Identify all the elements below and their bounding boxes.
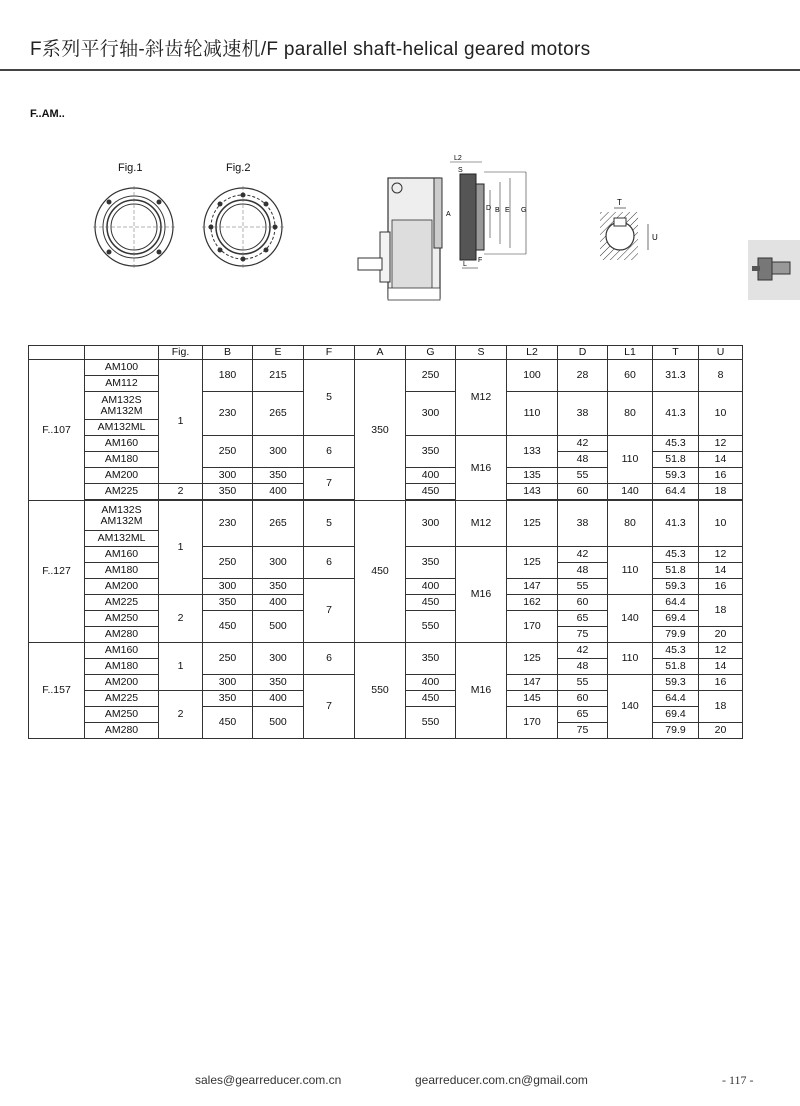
t-cell: 41.3 [653,501,699,547]
table-row [29,360,743,376]
motor-cell: AM100 [85,360,159,376]
e-cell: 350 [253,468,304,484]
b-cell: 180 [203,360,253,392]
fig-cell: 1 [159,501,203,595]
side-tab [748,240,800,300]
d-cell: 42 [558,436,608,452]
t-cell: 69.4 [653,611,699,627]
e-cell: 265 [253,392,304,436]
l2-cell: 125 [507,547,558,579]
l1-cell: 140 [608,595,653,643]
d-cell: 28 [558,360,608,392]
header-cell [29,346,85,360]
g-cell: 350 [406,643,456,675]
g-cell: 400 [406,468,456,484]
motor-cell: AM280 [85,723,159,739]
table-row [29,643,743,659]
f-cell: 5 [304,501,355,547]
f-cell: 6 [304,547,355,579]
g-cell: 350 [406,547,456,579]
motor-cell: AM132ML [85,531,159,547]
t-cell: 79.9 [653,723,699,739]
l1-cell: 80 [608,392,653,436]
t-cell: 51.8 [653,563,699,579]
motor-cell: AM225 [85,484,159,500]
e-cell: 500 [253,707,304,739]
g-cell: 450 [406,691,456,707]
fig-cell: 1 [159,643,203,691]
page-title: F系列平行轴-斜齿轮减速机/F parallel shaft-helical geared motors [30,39,591,60]
t-cell: 64.4 [653,691,699,707]
t-cell: 69.4 [653,707,699,723]
g-cell: 250 [406,360,456,392]
label-t: T [617,198,622,207]
g-cell: 300 [406,392,456,436]
footer-email-gmail: gearreducer.com.cn@gmail.com [415,1073,588,1087]
group-label: F..157 [29,643,85,739]
l1-cell: 110 [608,436,653,484]
keyway-drawing [596,196,666,266]
g-cell: 550 [406,611,456,643]
header-cell: Fig. [159,346,203,360]
motor-cell: AM250 [85,707,159,723]
header-cell [85,346,159,360]
table-row [29,501,743,531]
t-cell: 64.4 [653,595,699,611]
l2-cell: 145 [507,691,558,707]
label-s: S [458,167,463,174]
t-cell: 45.3 [653,436,699,452]
e-cell: 265 [253,501,304,547]
d-cell: 48 [558,659,608,675]
header-cell: L2 [507,346,558,360]
motor-cell: AM200 [85,675,159,691]
t-cell: 64.4 [653,484,699,500]
dimension-table [28,345,743,739]
motor-cell: AM280 [85,627,159,643]
l2-cell: 147 [507,579,558,595]
label-a: A [446,211,451,218]
header-cell: B [203,346,253,360]
b-cell: 300 [203,675,253,691]
g-cell: 450 [406,595,456,611]
header-cell: F [304,346,355,360]
d-cell: 42 [558,547,608,563]
e-cell: 400 [253,484,304,500]
fig-cell: 2 [159,484,203,500]
s-cell: M12 [456,501,507,547]
label-l2: L2 [454,155,462,162]
u-cell: 14 [699,659,743,675]
u-cell: 12 [699,643,743,659]
fig-cell: 2 [159,691,203,739]
u-cell: 18 [699,484,743,500]
d-cell: 60 [558,595,608,611]
header-cell: S [456,346,507,360]
gear-motor-icon [748,240,800,300]
a-cell: 350 [355,360,406,501]
a-cell: 450 [355,501,406,643]
f-cell: 7 [304,468,355,500]
header-cell: G [406,346,456,360]
label-e: E [505,207,510,214]
d-cell: 55 [558,579,608,595]
t-cell: 41.3 [653,392,699,436]
group-label: F..127 [29,501,85,643]
header-cell: D [558,346,608,360]
label-b: B [495,207,500,214]
l2-cell: 170 [507,707,558,739]
b-cell: 350 [203,484,253,500]
t-cell: 45.3 [653,643,699,659]
b-cell: 350 [203,691,253,707]
b-cell: 450 [203,611,253,643]
u-cell: 10 [699,501,743,547]
d-cell: 42 [558,643,608,659]
l2-cell: 162 [507,595,558,611]
s-cell: M16 [456,643,507,739]
g-cell: 550 [406,707,456,739]
u-cell: 14 [699,563,743,579]
f-cell: 7 [304,579,355,643]
label-f: F [478,257,483,264]
fig-cell: 1 [159,360,203,484]
b-cell: 300 [203,468,253,484]
l2-cell: 125 [507,501,558,547]
s-cell: M16 [456,547,507,643]
e-cell: 215 [253,360,304,392]
motor-cell: AM180 [85,563,159,579]
d-cell: 38 [558,501,608,547]
b-cell: 300 [203,579,253,595]
motor-cell: AM132S AM132M [85,501,159,531]
l2-cell: 143 [507,484,558,500]
u-cell: 20 [699,627,743,643]
g-cell: 350 [406,436,456,468]
b-cell: 450 [203,707,253,739]
l1-cell: 110 [608,643,653,675]
motor-cell: AM180 [85,659,159,675]
t-cell: 51.8 [653,659,699,675]
header-row [29,346,743,360]
motor-cell: AM160 [85,436,159,452]
b-cell: 250 [203,643,253,675]
e-cell: 350 [253,579,304,595]
d-cell: 75 [558,723,608,739]
f-cell: 6 [304,643,355,675]
label-d: D [486,205,492,212]
header-cell: U [699,346,743,360]
footer-email-sales: sales@gearreducer.com.cn [195,1073,342,1087]
l1-cell: 110 [608,547,653,595]
motor-cell: AM132ML [85,420,159,436]
g-cell: 450 [406,484,456,500]
l2-cell: 110 [507,392,558,436]
u-cell: 18 [699,595,743,627]
d-cell: 48 [558,452,608,468]
t-cell: 59.3 [653,675,699,691]
l1-cell: 140 [608,484,653,500]
d-cell: 48 [558,563,608,579]
label-l: L [463,261,467,268]
d-cell: 55 [558,468,608,484]
u-cell: 16 [699,675,743,691]
motor-cell: AM200 [85,579,159,595]
motor-cell: AM112 [85,376,159,392]
u-cell: 16 [699,468,743,484]
u-cell: 12 [699,547,743,563]
d-cell: 65 [558,707,608,723]
motor-cell: AM160 [85,643,159,659]
header-cell: T [653,346,699,360]
l1-cell: 140 [608,675,653,739]
u-cell: 16 [699,579,743,595]
t-cell: 59.3 [653,468,699,484]
fig1-flange-drawing [93,186,175,268]
group-label: F..107 [29,360,85,501]
b-cell: 350 [203,595,253,611]
u-cell: 20 [699,723,743,739]
e-cell: 300 [253,643,304,675]
f-cell: 5 [304,360,355,436]
u-cell: 12 [699,436,743,452]
motor-cell: AM250 [85,611,159,627]
e-cell: 300 [253,436,304,468]
header-cell: A [355,346,406,360]
label-g: G [521,207,527,214]
fig2-label: Fig.2 [226,162,251,174]
l2-cell: 125 [507,643,558,675]
f-cell: 7 [304,675,355,739]
fig1-label: Fig.1 [118,162,143,174]
f-cell: 6 [304,436,355,468]
header-divider [0,69,800,71]
a-cell: 550 [355,643,406,739]
s-cell: M12 [456,360,507,436]
d-cell: 75 [558,627,608,643]
s-cell: M16 [456,436,507,501]
u-cell: 8 [699,360,743,392]
motor-cell: AM180 [85,452,159,468]
b-cell: 230 [203,501,253,547]
motor-cell: AM132S AM132M [85,392,159,420]
d-cell: 55 [558,675,608,691]
l2-cell: 100 [507,360,558,392]
l2-cell: 133 [507,436,558,468]
d-cell: 60 [558,691,608,707]
motor-cell: AM225 [85,595,159,611]
g-cell: 400 [406,579,456,595]
motor-cell: AM160 [85,547,159,563]
l2-cell: 170 [507,611,558,643]
section-title: F..AM.. [30,108,65,120]
header-cell: E [253,346,304,360]
e-cell: 400 [253,691,304,707]
l1-cell: 80 [608,501,653,547]
u-cell: 18 [699,691,743,723]
e-cell: 500 [253,611,304,643]
e-cell: 300 [253,547,304,579]
g-cell: 400 [406,675,456,691]
e-cell: 350 [253,675,304,691]
fig2-flange-drawing [202,186,284,268]
motor-cell: AM225 [85,691,159,707]
motor-cell: AM200 [85,468,159,484]
u-cell: 14 [699,452,743,468]
header-cell: L1 [608,346,653,360]
t-cell: 31.3 [653,360,699,392]
l2-cell: 135 [507,468,558,484]
d-cell: 65 [558,611,608,627]
u-cell: 10 [699,392,743,436]
t-cell: 79.9 [653,627,699,643]
t-cell: 59.3 [653,579,699,595]
b-cell: 230 [203,392,253,436]
g-cell: 300 [406,501,456,547]
label-u: U [652,233,658,242]
d-cell: 60 [558,484,608,500]
fig-cell: 2 [159,595,203,643]
e-cell: 400 [253,595,304,611]
l1-cell: 60 [608,360,653,392]
t-cell: 51.8 [653,452,699,468]
page-number: - 117 - [722,1073,754,1087]
gear-motor-drawing [350,150,540,310]
d-cell: 38 [558,392,608,436]
l2-cell: 147 [507,675,558,691]
t-cell: 45.3 [653,547,699,563]
b-cell: 250 [203,547,253,579]
b-cell: 250 [203,436,253,468]
